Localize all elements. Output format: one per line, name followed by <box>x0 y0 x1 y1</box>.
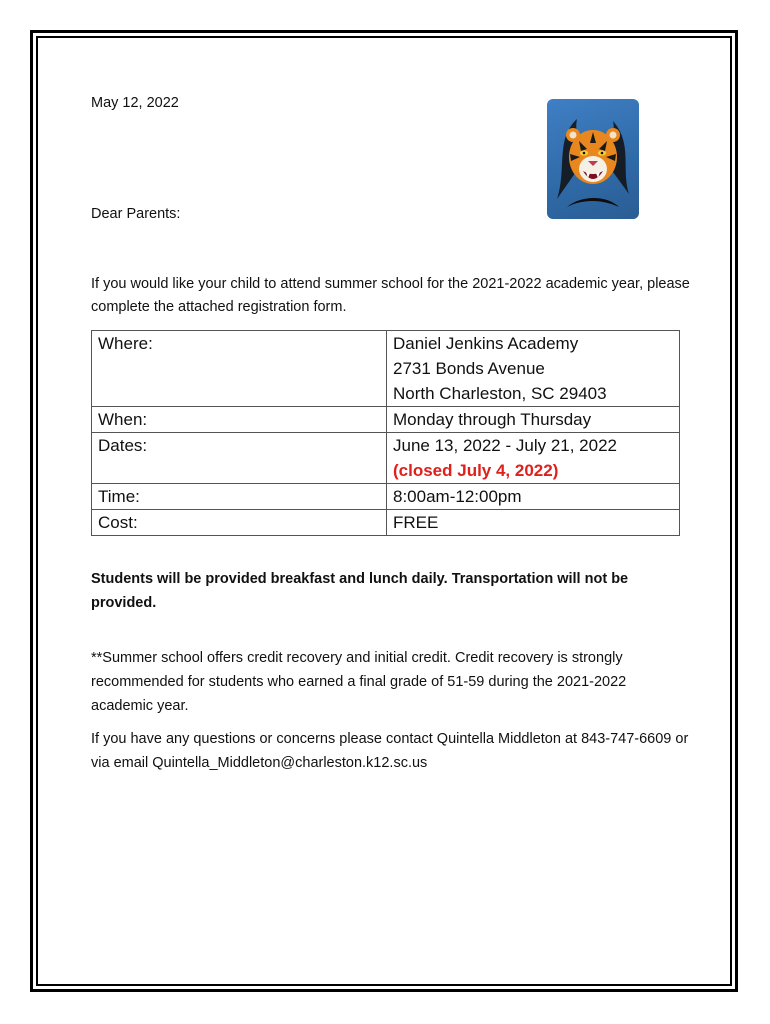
date-range: June 13, 2022 - July 21, 2022 <box>393 436 617 455</box>
cost-value: FREE <box>387 510 680 536</box>
meals-transport-notice: Students will be provided breakfast and lunch daily. Transportation will not be provided. <box>91 571 629 611</box>
salutation: Dear Parents: <box>91 206 181 222</box>
cost-label: Cost: <box>92 510 387 536</box>
details-table <box>91 330 680 536</box>
location-city: North Charleston, SC 29403 <box>393 384 607 403</box>
location-street: 2731 Bonds Avenue <box>393 359 545 378</box>
table-row-time <box>92 484 680 510</box>
location-name: Daniel Jenkins Academy <box>393 334 579 353</box>
table-row-cost <box>92 510 680 536</box>
school-logo <box>547 99 639 219</box>
where-value <box>387 331 680 407</box>
letter-date: May 12, 2022 <box>91 95 179 111</box>
table-row-where <box>92 331 680 407</box>
table-row-dates <box>92 433 680 484</box>
dates-value <box>387 433 680 484</box>
time-value: 8:00am-12:00pm <box>387 484 680 510</box>
table-row-when <box>92 407 680 433</box>
time-label: Time: <box>92 484 387 510</box>
contact-paragraph: If you have any questions or concerns please contact Quintella Middleton at 843-747-6609 or via email Quintella_Middleton@charleston.k12.sc.us <box>91 731 689 771</box>
intro-paragraph: If you would like your child to attend summer school for the 2021-2022 academic year, please complete the attached registration form. <box>91 276 690 315</box>
dates-label: Dates: <box>92 433 387 484</box>
where-label: Where: <box>92 331 387 407</box>
when-value: Monday through Thursday <box>387 407 680 433</box>
closed-note: (closed July 4, 2022) <box>393 461 559 480</box>
tiger-head-icon <box>547 99 639 219</box>
when-label: When: <box>92 407 387 433</box>
credit-recovery-paragraph: **Summer school offers credit recovery and initial credit. Credit recovery is strongly recommended for students who earned a final grade of 51-59 during the 2021-2022 academic year. <box>91 650 627 714</box>
